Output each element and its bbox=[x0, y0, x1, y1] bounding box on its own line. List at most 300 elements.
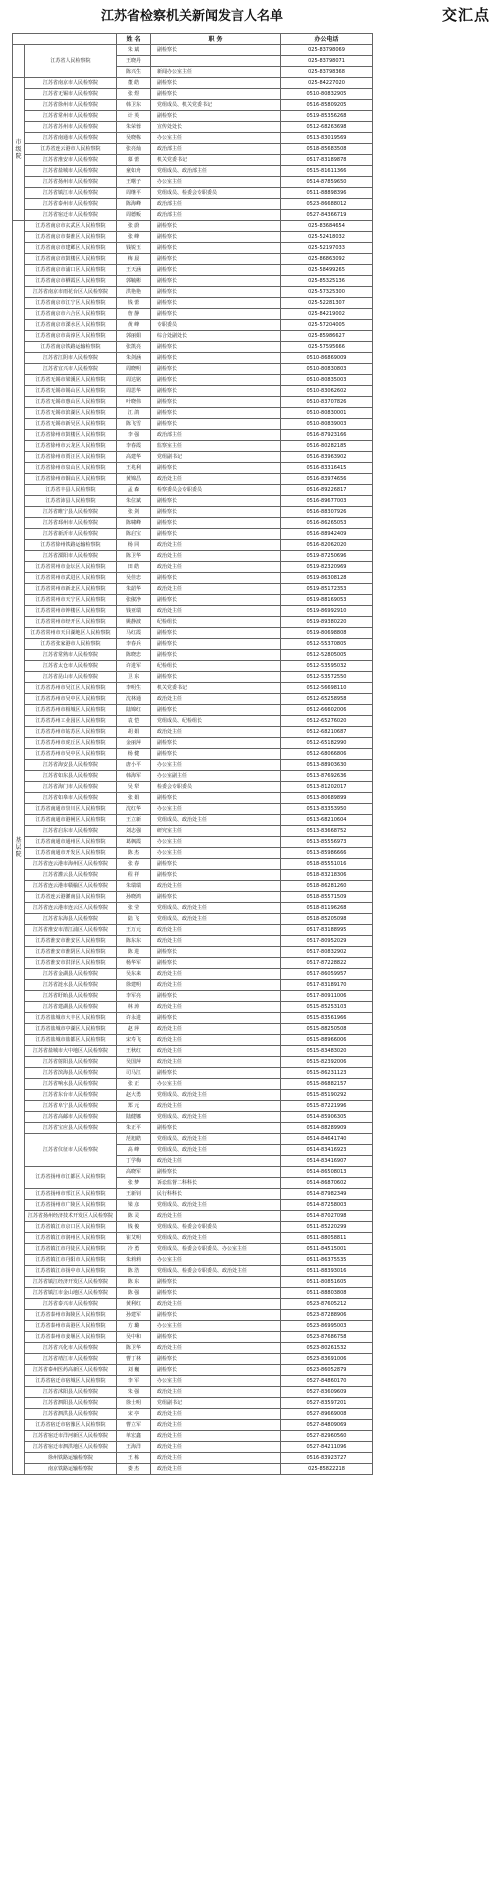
table-row bbox=[13, 155, 373, 166]
phone-cell: 0527-84860170 bbox=[281, 1376, 373, 1387]
table-row bbox=[13, 1398, 373, 1409]
phone-cell: 0514-83416907 bbox=[281, 1156, 373, 1167]
title-cell: 办公室主任 bbox=[151, 1255, 281, 1266]
phone-cell: 0516-83316415 bbox=[281, 463, 373, 474]
phone-cell: 0515-88250508 bbox=[281, 1024, 373, 1035]
title-cell: 副检察长 bbox=[151, 1332, 281, 1343]
org-cell: 江苏省南京铁路运输检察院 bbox=[25, 342, 117, 353]
org-cell: 江苏省镇江市京口区人民检察院 bbox=[25, 1222, 117, 1233]
org-cell: 江苏省苏州市吴中区人民检察院 bbox=[25, 749, 117, 760]
title-cell: 办公室主任 bbox=[151, 848, 281, 859]
org-cell: 江苏省宿迁市洋河新区人民检察院 bbox=[25, 1431, 117, 1442]
org-cell: 江苏省南京市浦口区人民检察院 bbox=[25, 265, 117, 276]
phone-cell: 0517-80911006 bbox=[281, 991, 373, 1002]
phone-cell: 0510-86869009 bbox=[281, 353, 373, 364]
table-row bbox=[13, 210, 373, 221]
table-row bbox=[13, 133, 373, 144]
phone-cell: 0512-65258958 bbox=[281, 694, 373, 705]
name-cell: 杨 同 bbox=[117, 540, 151, 551]
org-cell: 江苏省新沂市人民检察院 bbox=[25, 529, 117, 540]
title-cell: 副检察长 bbox=[151, 408, 281, 419]
name-cell: 杨华军 bbox=[117, 958, 151, 969]
name-cell: 王新钊 bbox=[117, 1189, 151, 1200]
table-row bbox=[13, 1013, 373, 1024]
name-cell: 童如舟 bbox=[117, 166, 151, 177]
table-row bbox=[13, 1112, 373, 1123]
table-row bbox=[13, 386, 373, 397]
phone-cell: 0523-87605212 bbox=[281, 1299, 373, 1310]
table-row bbox=[13, 452, 373, 463]
name-cell: 陈 浩 bbox=[117, 1266, 151, 1277]
phone-cell: 0514-86870602 bbox=[281, 1178, 373, 1189]
org-cell: 江苏省沛县人民检察院 bbox=[25, 496, 117, 507]
org-cell: 江苏省连云港市赣榆区人民检察院 bbox=[25, 881, 117, 892]
table-row bbox=[13, 518, 373, 529]
table-row bbox=[13, 111, 373, 122]
title-cell: 党组成员、政治处主任 bbox=[151, 903, 281, 914]
org-cell: 江苏省睢宁县人民检察院 bbox=[25, 507, 117, 518]
title-cell: 党组成员、检委会专职委员、政治处主任 bbox=[151, 1266, 281, 1277]
org-cell: 江苏省徐州市云龙区人民检察院 bbox=[25, 441, 117, 452]
org-cell: 江苏省苏州市吴中区人民检察院 bbox=[25, 694, 117, 705]
phone-cell: 0518-85571509 bbox=[281, 892, 373, 903]
name-cell: 李军亮 bbox=[117, 991, 151, 1002]
org-cell: 江苏省泰州市姜堰区人民检察院 bbox=[25, 1332, 117, 1343]
name-cell: 张 莹 bbox=[117, 903, 151, 914]
org-cell: 江苏省仪征市人民检察院 bbox=[25, 1134, 117, 1167]
table-row bbox=[13, 573, 373, 584]
name-cell: 陈卫华 bbox=[117, 551, 151, 562]
phone-cell: 0512-52805005 bbox=[281, 650, 373, 661]
title-cell: 政治处主任 bbox=[151, 1387, 281, 1398]
org-cell: 江苏省扬州经济技术开发区人民检察院 bbox=[25, 1211, 117, 1222]
title-cell: 办公室副主任 bbox=[151, 771, 281, 782]
name-cell: 郭丽娟 bbox=[117, 331, 151, 342]
org-cell: 江苏省盐城市大中地区人民检察院 bbox=[25, 1046, 117, 1057]
name-cell: 周晓明 bbox=[117, 364, 151, 375]
phone-cell: 0512-68210687 bbox=[281, 727, 373, 738]
phone-cell: 0523-83691006 bbox=[281, 1354, 373, 1365]
name-cell: 王兆利 bbox=[117, 463, 151, 474]
table-row bbox=[13, 1277, 373, 1288]
org-cell: 江苏省徐州市泉山区人民检察院 bbox=[25, 463, 117, 474]
phone-cell: 025-84227020 bbox=[281, 78, 373, 89]
phone-cell: 0512-68066806 bbox=[281, 749, 373, 760]
org-cell: 江苏省苏州市姑苏区人民检察院 bbox=[25, 727, 117, 738]
org-cell: 江苏省扬州市江都区人民检察院 bbox=[25, 1167, 117, 1189]
title-cell: 副检察长 bbox=[151, 364, 281, 375]
org-cell: 江苏省泰兴市人民检察院 bbox=[25, 1299, 117, 1310]
phone-cell: 025-52418032 bbox=[281, 232, 373, 243]
title-cell: 副检察长 bbox=[151, 419, 281, 430]
org-cell: 江苏省南通市人民检察院 bbox=[25, 133, 117, 144]
name-cell: 韩海军 bbox=[117, 771, 151, 782]
header-title: 职 务 bbox=[151, 34, 281, 45]
org-cell: 江苏省淮安市人民检察院 bbox=[25, 155, 117, 166]
name-cell: 李 军 bbox=[117, 1376, 151, 1387]
title-cell: 政治部主任 bbox=[151, 210, 281, 221]
org-cell: 江苏省海门市人民检察院 bbox=[25, 782, 117, 793]
org-cell: 江苏省泰州医药高新区人民检察院 bbox=[25, 1365, 117, 1376]
name-cell: 张 春 bbox=[117, 859, 151, 870]
name-cell: 朱剑涵 bbox=[117, 353, 151, 364]
title-cell: 纪检组长 bbox=[151, 617, 281, 628]
table-row bbox=[13, 1310, 373, 1321]
title-cell: 副检察长 bbox=[151, 705, 281, 716]
table-row bbox=[13, 364, 373, 375]
phone-cell: 0510-83707826 bbox=[281, 397, 373, 408]
title-cell: 副检察长 bbox=[151, 309, 281, 320]
phone-cell: 0517-86059957 bbox=[281, 969, 373, 980]
name-cell: 周继平 bbox=[117, 188, 151, 199]
title-cell: 副检察长 bbox=[151, 639, 281, 650]
phone-cell: 0516-82062020 bbox=[281, 540, 373, 551]
title-cell: 副检察长 bbox=[151, 672, 281, 683]
name-cell: 马红霞 bbox=[117, 628, 151, 639]
phone-cell: 0515-83561966 bbox=[281, 1013, 373, 1024]
org-cell: 江苏省苏州工业园区人民检察院 bbox=[25, 716, 117, 727]
table-row bbox=[13, 870, 373, 881]
title-cell: 政治处主任 bbox=[151, 1101, 281, 1112]
title-cell: 副检察长 bbox=[151, 1013, 281, 1024]
table-row bbox=[13, 1046, 373, 1057]
name-cell: 王秋红 bbox=[117, 1046, 151, 1057]
name-cell: 钱 俊 bbox=[117, 1222, 151, 1233]
org-cell: 江苏省如东县人民检察院 bbox=[25, 771, 117, 782]
title-cell: 党组成员、政治处主任 bbox=[151, 1112, 281, 1123]
header-phone: 办公电话 bbox=[281, 34, 373, 45]
table-row bbox=[13, 903, 373, 914]
phone-cell: 0513-81202017 bbox=[281, 782, 373, 793]
name-cell: 葛枫霞 bbox=[117, 837, 151, 848]
title-cell: 政治处主任 bbox=[151, 1057, 281, 1068]
table-row bbox=[13, 1255, 373, 1266]
title-cell: 副检察长 bbox=[151, 991, 281, 1002]
table-row bbox=[13, 738, 373, 749]
table-row bbox=[13, 969, 373, 980]
table-row bbox=[13, 815, 373, 826]
title-cell: 政治处主任 bbox=[151, 1299, 281, 1310]
table-row bbox=[13, 672, 373, 683]
phone-cell: 0512-65182990 bbox=[281, 738, 373, 749]
phone-cell: 0511-88803808 bbox=[281, 1288, 373, 1299]
org-cell: 江苏省南京市江宁区人民检察院 bbox=[25, 298, 117, 309]
org-cell: 江苏省泗阳县人民检察院 bbox=[25, 1398, 117, 1409]
name-cell: 詹 静 bbox=[117, 309, 151, 320]
org-cell: 江苏省涟水县人民检察院 bbox=[25, 980, 117, 991]
table-row bbox=[13, 309, 373, 320]
name-cell: 袁 恺 bbox=[117, 716, 151, 727]
phone-cell: 0517-83188995 bbox=[281, 925, 373, 936]
phone-cell: 0516-83974656 bbox=[281, 474, 373, 485]
phone-cell: 0510-80839003 bbox=[281, 419, 373, 430]
title-cell: 副检察长 bbox=[151, 793, 281, 804]
phone-cell: 0527-83597201 bbox=[281, 1398, 373, 1409]
phone-cell: 025-85822218 bbox=[281, 1464, 373, 1475]
phone-cell: 0527-84366719 bbox=[281, 210, 373, 221]
org-cell: 江苏省淮安市清江浦区人民检察院 bbox=[25, 925, 117, 936]
name-cell: 吴 犁 bbox=[117, 782, 151, 793]
name-cell: 张 峰 bbox=[117, 232, 151, 243]
phone-cell: 0515-88966006 bbox=[281, 1035, 373, 1046]
name-cell: 陈飞雪 bbox=[117, 419, 151, 430]
phone-cell: 0513-88903630 bbox=[281, 760, 373, 771]
phone-cell: 0519-85172353 bbox=[281, 584, 373, 595]
title-cell: 党组成员、检委会专职委员 bbox=[151, 188, 281, 199]
org-cell: 江苏省沭阳县人民检察院 bbox=[25, 1387, 117, 1398]
title-cell: 政治处主任 bbox=[151, 606, 281, 617]
name-cell: 朱 斌 bbox=[117, 45, 151, 56]
title-cell: 政治处主任 bbox=[151, 1420, 281, 1431]
phone-cell: 0513-83668752 bbox=[281, 826, 373, 837]
org-cell: 江苏省泰州市海陵区人民检察院 bbox=[25, 1310, 117, 1321]
phone-cell: 0519-86308128 bbox=[281, 573, 373, 584]
org-cell: 江苏省无锡市滨湖区人民检察院 bbox=[25, 408, 117, 419]
name-cell: 韩卫东 bbox=[117, 100, 151, 111]
title-cell: 副检察长 bbox=[151, 1123, 281, 1134]
name-cell: 高晓军 bbox=[117, 1167, 151, 1178]
table-row bbox=[13, 199, 373, 210]
title-cell: 副检察长 bbox=[151, 738, 281, 749]
phone-cell: 0512-66602006 bbox=[281, 705, 373, 716]
title-cell: 副检察长 bbox=[151, 254, 281, 265]
table-row bbox=[13, 584, 373, 595]
org-cell: 江苏省常州市新北区人民检察院 bbox=[25, 584, 117, 595]
title-cell: 党组成员、政治处主任 bbox=[151, 914, 281, 925]
table-row bbox=[13, 1057, 373, 1068]
org-cell: 江苏省南京市人民检察院 bbox=[25, 78, 117, 89]
title-cell: 民行科科长 bbox=[151, 1189, 281, 1200]
phone-cell: 0515-81611366 bbox=[281, 166, 373, 177]
name-cell: 朱荣蓉 bbox=[117, 122, 151, 133]
phone-cell: 0519-89380220 bbox=[281, 617, 373, 628]
title-cell: 副检察长 bbox=[151, 1310, 281, 1321]
org-cell: 江苏省射阳县人民检察院 bbox=[25, 1057, 117, 1068]
phone-cell: 0511-88898396 bbox=[281, 188, 373, 199]
org-cell: 江苏省无锡市梁溪区人民检察院 bbox=[25, 375, 117, 386]
name-cell: 单宏鑫 bbox=[117, 1431, 151, 1442]
phone-cell: 0514-83416923 bbox=[281, 1145, 373, 1156]
title-cell: 党组成员、政治处主任 bbox=[151, 815, 281, 826]
title-cell: 政治处主任 bbox=[151, 1024, 281, 1035]
title-cell: 政治处主任 bbox=[151, 980, 281, 991]
name-cell: 张 梦 bbox=[117, 1178, 151, 1189]
title-cell: 党组成员、政治处主任 bbox=[151, 1145, 281, 1156]
org-cell: 江苏省常熟市人民检察院 bbox=[25, 650, 117, 661]
org-cell: 江苏省镇江市丹阳市人民检察院 bbox=[25, 1255, 117, 1266]
title-cell: 办公室主任 bbox=[151, 1079, 281, 1090]
org-cell: 江苏省扬州市广陵区人民检察院 bbox=[25, 1200, 117, 1211]
org-cell: 江苏省无锡市新吴区人民检察院 bbox=[25, 419, 117, 430]
title-cell: 研究室主任 bbox=[151, 826, 281, 837]
org-cell: 江苏省镇江市扬中市人民检察院 bbox=[25, 1266, 117, 1277]
org-cell: 江苏省盐城市人民检察院 bbox=[25, 166, 117, 177]
name-cell: 陈 强 bbox=[117, 1288, 151, 1299]
name-cell: 陈兴生 bbox=[117, 67, 151, 78]
phone-cell: 0516-83923727 bbox=[281, 1453, 373, 1464]
title-cell: 政治处主任 bbox=[151, 1453, 281, 1464]
title-cell: 党组成员、政治处主任 bbox=[151, 1233, 281, 1244]
phone-cell: 0523-80261532 bbox=[281, 1343, 373, 1354]
table-row bbox=[13, 551, 373, 562]
table-row bbox=[13, 496, 373, 507]
title-cell: 政治处主任 bbox=[151, 936, 281, 947]
title-cell: 党组成员、政治处主任 bbox=[151, 1090, 281, 1101]
org-cell: 江苏省南京市溧水区人民检察院 bbox=[25, 320, 117, 331]
name-cell: 曹丁林 bbox=[117, 1354, 151, 1365]
org-cell: 江苏省人民检察院 bbox=[25, 45, 117, 78]
title-cell: 党组副书记 bbox=[151, 452, 281, 463]
name-cell: 朱瑞瑞 bbox=[117, 881, 151, 892]
table-row bbox=[13, 1464, 373, 1475]
table-row bbox=[13, 254, 373, 265]
table-row bbox=[13, 562, 373, 573]
title-cell: 政治处主任 bbox=[151, 562, 281, 573]
name-cell: 黄利红 bbox=[117, 1299, 151, 1310]
title-cell: 副检察长 bbox=[151, 1354, 281, 1365]
phone-cell: 025-52281307 bbox=[281, 298, 373, 309]
name-cell: 陆健娜 bbox=[117, 1112, 151, 1123]
title-cell: 副检察长 bbox=[151, 870, 281, 881]
name-cell: 陈啸峰 bbox=[117, 518, 151, 529]
name-cell: 黄 峰 bbox=[117, 320, 151, 331]
org-cell: 江苏省常州市武进区人民检察院 bbox=[25, 573, 117, 584]
org-cell: 江苏省镇江市丹徒区人民检察院 bbox=[25, 1244, 117, 1255]
phone-cell: 0517-87228822 bbox=[281, 958, 373, 969]
name-cell: 计 英 bbox=[117, 111, 151, 122]
name-cell: 李 强 bbox=[117, 430, 151, 441]
title-cell: 政治处主任 bbox=[151, 727, 281, 738]
phone-cell: 0517-83189170 bbox=[281, 980, 373, 991]
phone-cell: 0515-85190292 bbox=[281, 1090, 373, 1101]
table-row bbox=[13, 936, 373, 947]
phone-cell: 0519-86992910 bbox=[281, 606, 373, 617]
phone-cell: 0518-81196268 bbox=[281, 903, 373, 914]
org-cell: 江苏省连云港市连云区人民检察院 bbox=[25, 903, 117, 914]
table-row bbox=[13, 529, 373, 540]
name-cell: 赵大勇 bbox=[117, 1090, 151, 1101]
title-cell: 办公室主任 bbox=[151, 133, 281, 144]
table-row bbox=[13, 441, 373, 452]
title-cell: 副检察长 bbox=[151, 78, 281, 89]
table-row bbox=[13, 298, 373, 309]
name-cell: 梁 彦 bbox=[117, 1200, 151, 1211]
title-cell: 办公室主任 bbox=[151, 804, 281, 815]
table-row bbox=[13, 331, 373, 342]
org-cell: 江苏省靖江市人民检察院 bbox=[25, 1354, 117, 1365]
phone-cell: 0518-85683508 bbox=[281, 144, 373, 155]
phone-cell: 0515-82392006 bbox=[281, 1057, 373, 1068]
table-row bbox=[13, 1189, 373, 1200]
table-row bbox=[13, 463, 373, 474]
org-cell: 江苏省金湖县人民检察院 bbox=[25, 969, 117, 980]
phone-cell: 0513-85556973 bbox=[281, 837, 373, 848]
name-cell: 孟 森 bbox=[117, 485, 151, 496]
phone-cell: 0512-53572550 bbox=[281, 672, 373, 683]
phone-cell: 0514-87982349 bbox=[281, 1189, 373, 1200]
name-cell: 刘志强 bbox=[117, 826, 151, 837]
document-sheet bbox=[12, 0, 372, 1902]
name-cell: 卫 东 bbox=[117, 672, 151, 683]
table-row bbox=[13, 1090, 373, 1101]
table-row bbox=[13, 507, 373, 518]
org-cell: 江苏省宿迁市宿城区人民检察院 bbox=[25, 1376, 117, 1387]
org-cell: 江苏省盐城市亭湖区人民检察院 bbox=[25, 1024, 117, 1035]
phone-cell: 0510-80830001 bbox=[281, 408, 373, 419]
table-row bbox=[13, 1299, 373, 1310]
table-row bbox=[13, 1024, 373, 1035]
org-cell: 江苏省阜宁县人民检察院 bbox=[25, 1101, 117, 1112]
phone-cell: 025-84219002 bbox=[281, 309, 373, 320]
table-row bbox=[13, 408, 373, 419]
org-cell: 江苏省建湖县人民检察院 bbox=[25, 1002, 117, 1013]
table-row bbox=[13, 793, 373, 804]
phone-cell: 025-58499265 bbox=[281, 265, 373, 276]
phone-cell: 0512-56698110 bbox=[281, 683, 373, 694]
title-cell: 副检察长 bbox=[151, 518, 281, 529]
title-cell: 新闻办公室主任 bbox=[151, 67, 281, 78]
name-cell: 李明生 bbox=[117, 683, 151, 694]
phone-cell: 0519-88169053 bbox=[281, 595, 373, 606]
phone-cell: 0516-83963902 bbox=[281, 452, 373, 463]
table-row bbox=[13, 804, 373, 815]
table-row bbox=[13, 683, 373, 694]
title-cell: 副检察长 bbox=[151, 221, 281, 232]
org-cell: 江苏省苏州市吴江区人民检察院 bbox=[25, 683, 117, 694]
title-cell: 政治处主任 bbox=[151, 1343, 281, 1354]
table-row bbox=[13, 606, 373, 617]
table-row bbox=[13, 397, 373, 408]
org-cell: 徐州铁路运输检察院 bbox=[25, 1453, 117, 1464]
phone-cell: 0511-84515001 bbox=[281, 1244, 373, 1255]
table-row bbox=[13, 1343, 373, 1354]
name-cell: 陈启宝 bbox=[117, 529, 151, 540]
phone-cell: 025-57325300 bbox=[281, 287, 373, 298]
title-cell: 政治处主任 bbox=[151, 584, 281, 595]
table-row bbox=[13, 221, 373, 232]
phone-cell: 0516-89677003 bbox=[281, 496, 373, 507]
org-cell: 江苏省常州市金坛区人民检察院 bbox=[25, 562, 117, 573]
title-cell: 办公室主任 bbox=[151, 837, 281, 848]
title-cell: 政治处主任 bbox=[151, 540, 281, 551]
phone-cell: 0527-84211096 bbox=[281, 1442, 373, 1453]
table-row bbox=[13, 760, 373, 771]
org-cell: 江苏省扬州市邗江区人民检察院 bbox=[25, 1189, 117, 1200]
phone-cell: 0512-53595032 bbox=[281, 661, 373, 672]
title-cell: 党组成员、检委会专职委员、办公室主任 bbox=[151, 1244, 281, 1255]
phone-cell: 0516-88307926 bbox=[281, 507, 373, 518]
org-cell: 江苏省南通市开发区人民检察院 bbox=[25, 848, 117, 859]
table-row bbox=[13, 1200, 373, 1211]
phone-cell: 0527-82960560 bbox=[281, 1431, 373, 1442]
org-cell: 江苏省镇江市人民检察院 bbox=[25, 188, 117, 199]
table-row bbox=[13, 144, 373, 155]
phone-cell: 0515-86882157 bbox=[281, 1079, 373, 1090]
table-row bbox=[13, 1332, 373, 1343]
org-cell: 江苏省扬州市人民检察院 bbox=[25, 177, 117, 188]
table-row bbox=[13, 1123, 373, 1134]
org-cell: 江苏省宿迁市人民检察院 bbox=[25, 210, 117, 221]
phone-cell: 0514-88289909 bbox=[281, 1123, 373, 1134]
name-cell: 周思华 bbox=[117, 386, 151, 397]
table-row bbox=[13, 1134, 373, 1145]
name-cell: 张 煜 bbox=[117, 89, 151, 100]
org-cell: 江苏省兴化市人民检察院 bbox=[25, 1343, 117, 1354]
table-row bbox=[13, 353, 373, 364]
table-row bbox=[13, 958, 373, 969]
phone-cell: 0518-86281260 bbox=[281, 881, 373, 892]
org-cell: 江苏省江阴市人民检察院 bbox=[25, 353, 117, 364]
